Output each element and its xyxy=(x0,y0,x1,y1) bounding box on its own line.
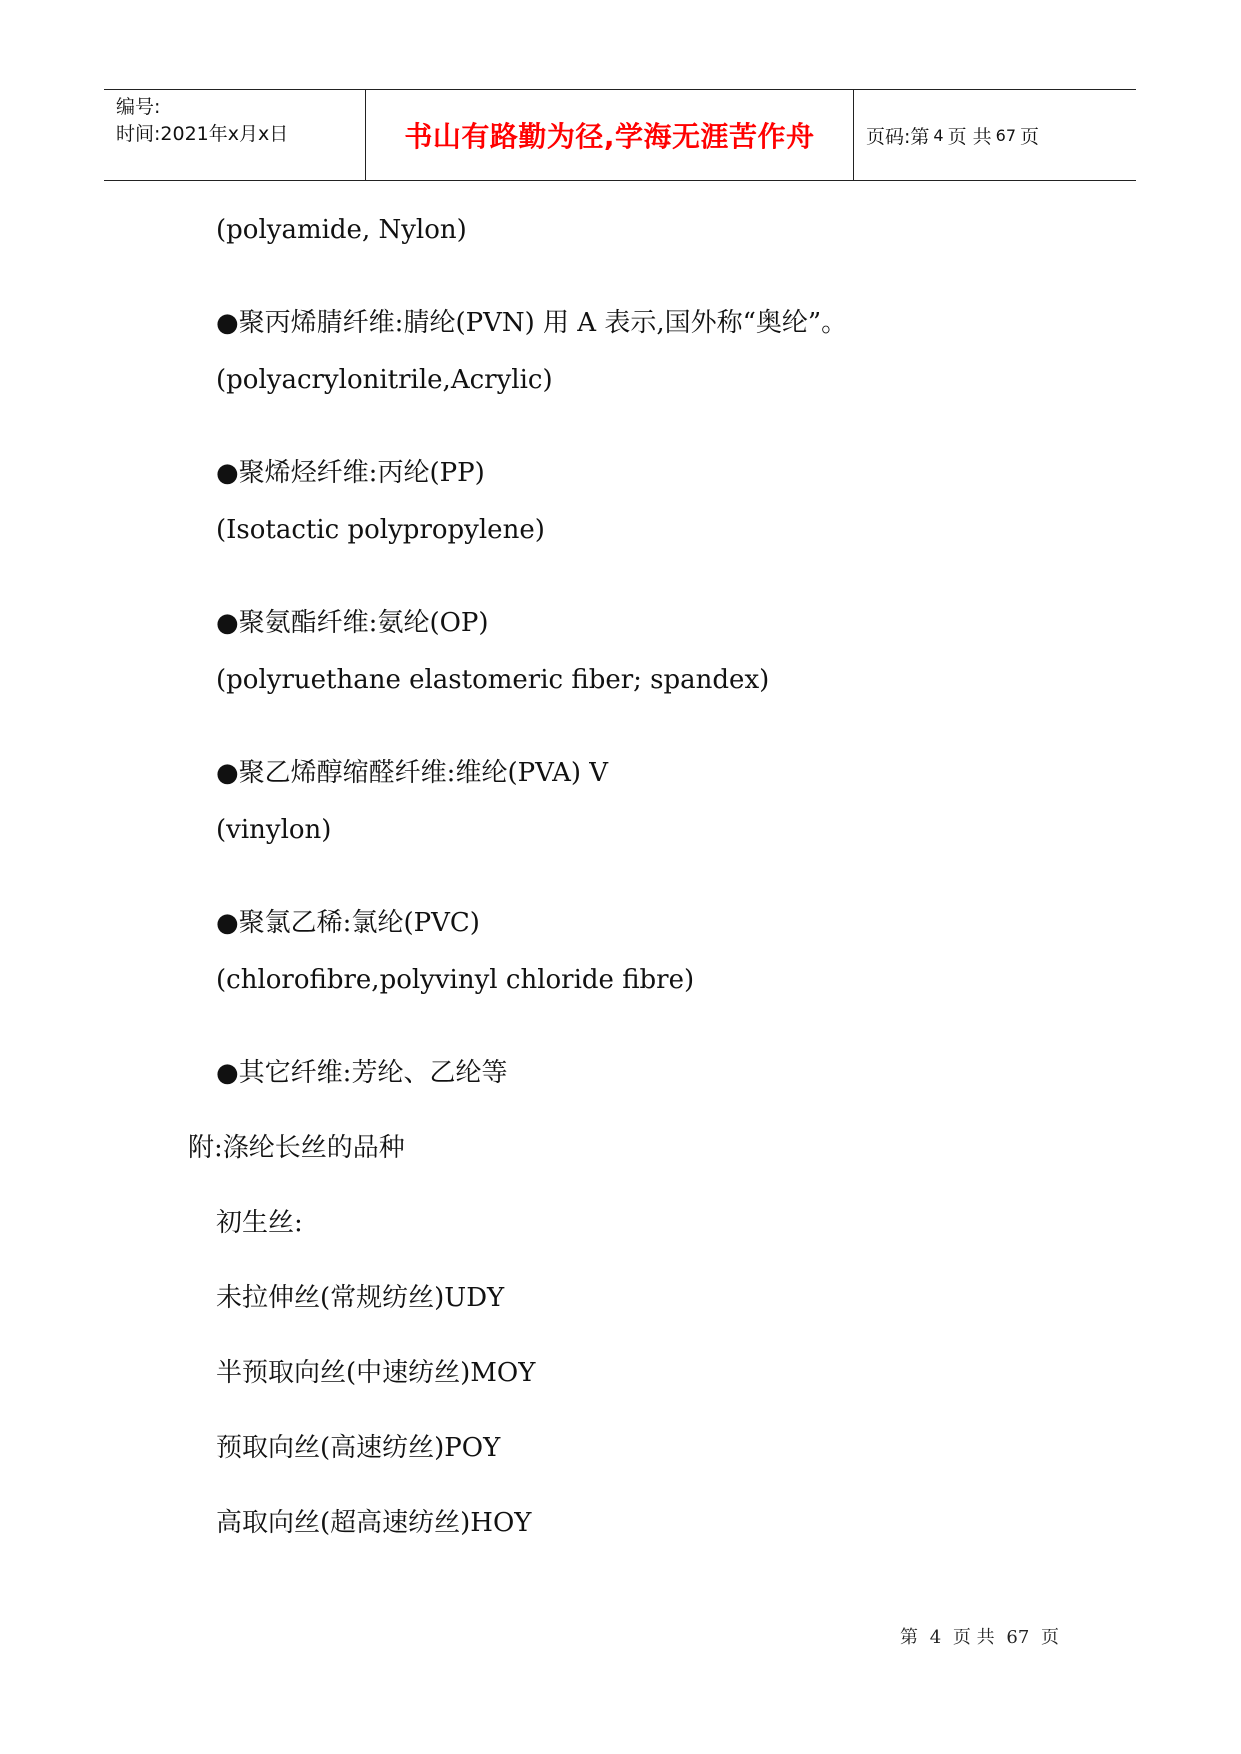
header-page-prefix: 页码:第 xyxy=(866,125,930,148)
text-line: (polyacrylonitrile,Acrylic) xyxy=(216,365,553,395)
bullet-line: ●聚氨酯纤维:氨纶(OP) xyxy=(216,608,489,638)
text-line: 高取向丝(超高速纺丝)HOY xyxy=(216,1508,532,1538)
header-motto: 书山有路勤为径,学海无涯苦作舟 xyxy=(366,90,854,180)
text-line: 预取向丝(高速纺丝)POY xyxy=(216,1433,501,1463)
text-line: (polyamide, Nylon) xyxy=(216,215,467,245)
footer-prefix: 第 xyxy=(900,1627,918,1648)
footer-page-number: 4 xyxy=(929,1627,942,1648)
document-time-label: 时间:2021年x月x日 xyxy=(116,123,289,145)
text-line: (polyruethane elastomeric fiber; spandex) xyxy=(216,665,770,695)
bullet-line: ●聚氯乙稀:氯纶(PVC) xyxy=(216,908,480,938)
header-page-suffix: 页 xyxy=(1020,125,1040,148)
header-page-total: 67 xyxy=(995,125,1016,145)
text-line: 半预取向丝(中速纺丝)MOY xyxy=(216,1358,536,1388)
header-meta-cell xyxy=(104,90,366,180)
page-footer xyxy=(900,1623,1065,1649)
document-number-label: 编号: xyxy=(116,96,161,118)
header-page-info xyxy=(854,90,1136,180)
bullet-line: ●其它纤维:芳纶、乙纶等 xyxy=(216,1058,508,1088)
text-line: (chlorofibre,polyvinyl chloride fibre) xyxy=(216,965,695,995)
header-page-number: 4 xyxy=(933,125,944,145)
text-line: 初生丝: xyxy=(216,1208,303,1238)
header-page-mid: 页 共 xyxy=(947,125,992,148)
footer-suffix: 页 xyxy=(1041,1627,1060,1648)
text-line: (vinylon) xyxy=(216,815,332,845)
section-heading: 附:涤纶长丝的品种 xyxy=(188,1133,405,1163)
text-line: (Isotactic polypropylene) xyxy=(216,515,545,545)
text-line: 未拉伸丝(常规纺丝)UDY xyxy=(216,1283,505,1313)
page-header xyxy=(104,89,1136,181)
bullet-line: ●聚丙烯腈纤维:腈纶(PVN) 用 A 表示,国外称“奥纶”。 xyxy=(216,308,848,338)
footer-page-total: 67 xyxy=(1006,1627,1030,1648)
bullet-line: ●聚乙烯醇缩醛纤维:维纶(PVA) V xyxy=(216,758,609,788)
footer-mid: 页 共 xyxy=(952,1627,995,1648)
bullet-line: ●聚烯烃纤维:丙纶(PP) xyxy=(216,458,485,488)
